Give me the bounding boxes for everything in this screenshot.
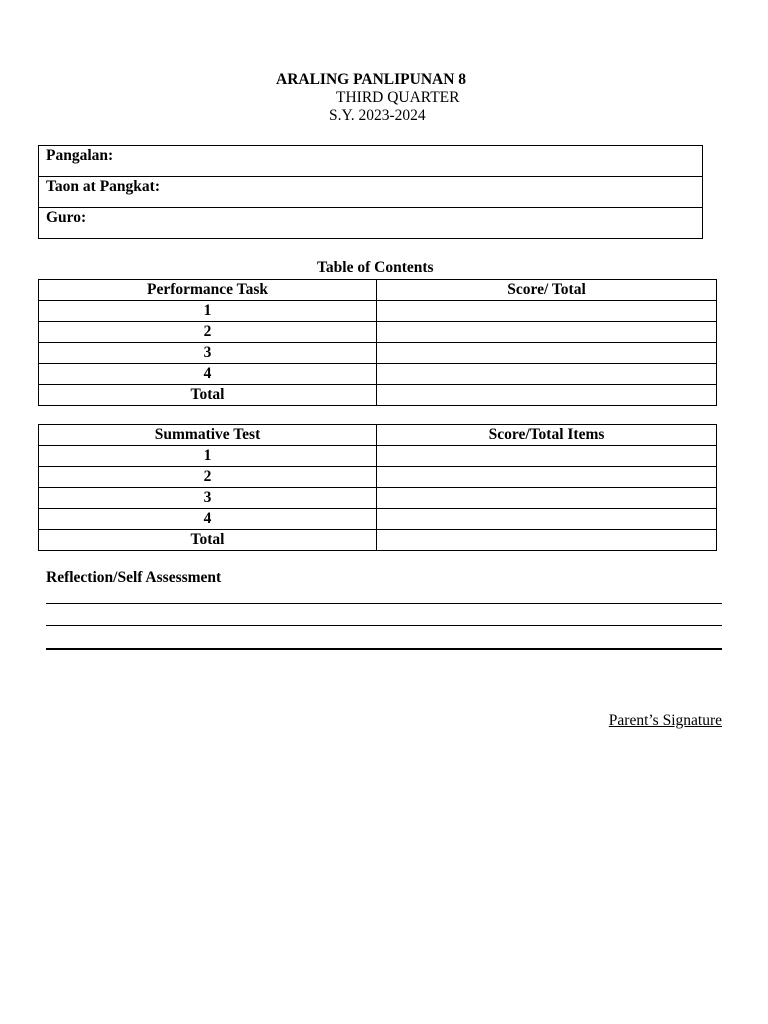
test-number-cell: 4 [39,509,377,530]
table-total-row [39,530,717,551]
score-cell[interactable] [377,343,717,364]
table-row [39,509,717,530]
document-title: ARALING PANLIPUNAN 8 [276,71,467,88]
grade-section-field[interactable] [39,177,702,208]
teacher-field[interactable] [39,208,702,238]
score-cell[interactable] [377,467,717,488]
table-header-row [39,425,717,446]
reflection-heading: Reflection/Self Assessment [46,569,222,586]
quarter-label: THIRD QUARTER [336,89,460,106]
table-row [39,488,717,509]
table-row [39,467,717,488]
score-cell[interactable] [377,488,717,509]
total-score-cell[interactable] [377,385,717,406]
performance-task-table [38,279,717,406]
score-cell[interactable] [377,322,717,343]
score-cell[interactable] [377,446,717,467]
table-row [39,301,717,322]
score-total-header: Score/ Total [377,280,717,301]
reflection-line[interactable] [46,648,722,650]
summative-test-header: Summative Test [39,425,377,446]
table-row [39,364,717,385]
reflection-line[interactable] [46,603,722,604]
summative-test-table [38,424,717,551]
reflection-line[interactable] [46,625,722,626]
task-number-cell: 4 [39,364,377,385]
table-row [39,322,717,343]
table-total-row [39,385,717,406]
table-row [39,343,717,364]
total-label-cell: Total [39,385,377,406]
test-number-cell: 1 [39,446,377,467]
name-label: Pangalan: [46,147,114,164]
table-row [39,446,717,467]
total-label-cell: Total [39,530,377,551]
score-cell[interactable] [377,364,717,385]
table-header-row [39,280,717,301]
school-year-label: S.Y. 2023-2024 [329,107,426,124]
parent-signature-label: Parent’s Signature [608,712,722,729]
name-field[interactable] [39,146,702,177]
score-cell[interactable] [377,301,717,322]
teacher-label: Guro: [46,209,87,226]
score-total-items-header: Score/Total Items [377,425,717,446]
task-number-cell: 3 [39,343,377,364]
task-number-cell: 2 [39,322,377,343]
score-cell[interactable] [377,509,717,530]
test-number-cell: 2 [39,467,377,488]
student-info-box [38,145,703,239]
performance-task-header: Performance Task [39,280,377,301]
test-number-cell: 3 [39,488,377,509]
grade-section-label: Taon at Pangkat: [46,178,160,195]
total-score-cell[interactable] [377,530,717,551]
table-of-contents-title: Table of Contents [317,259,434,276]
task-number-cell: 1 [39,301,377,322]
